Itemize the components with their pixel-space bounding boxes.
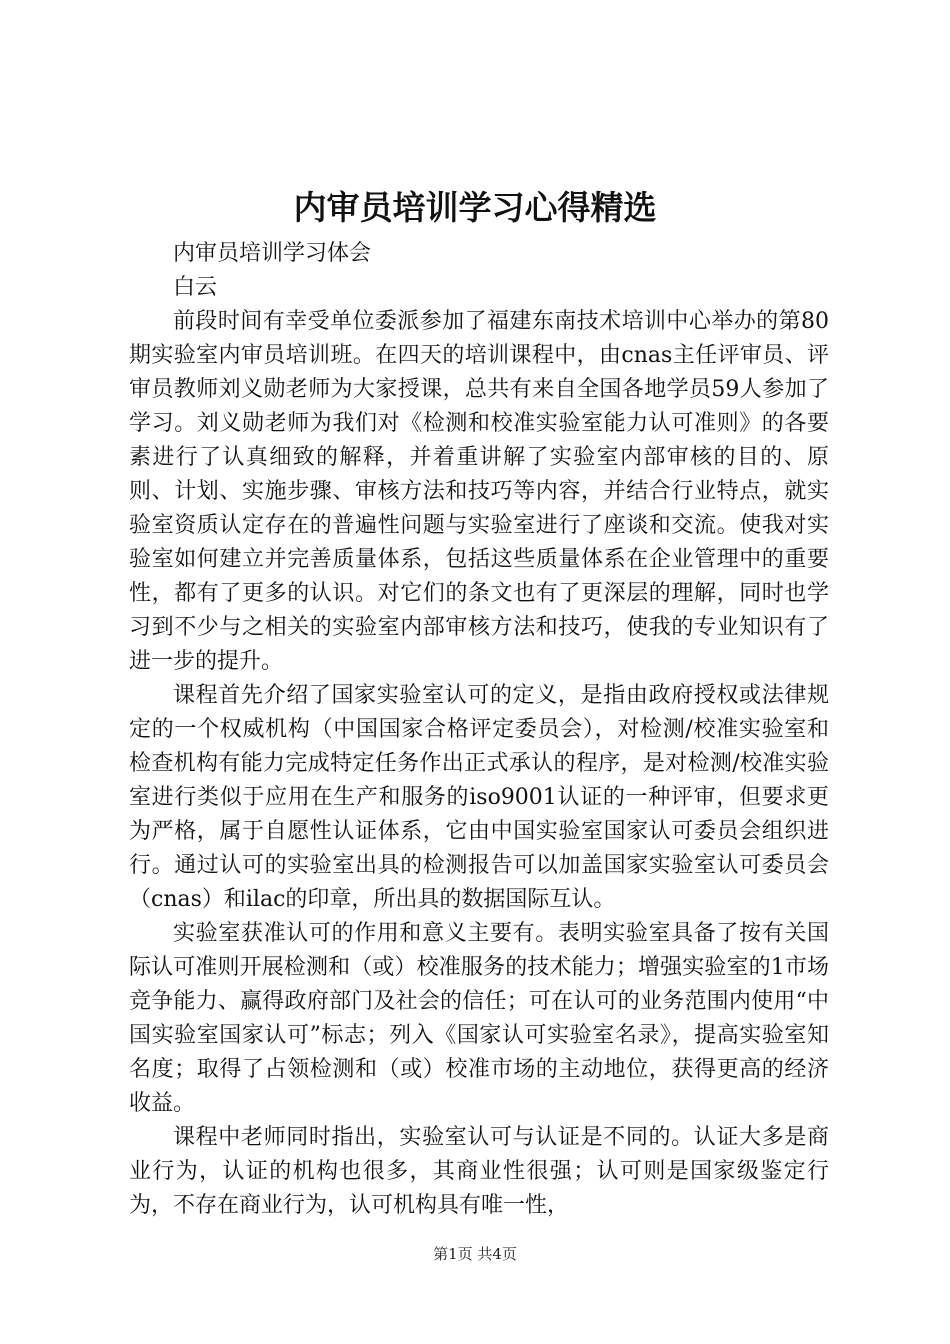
document-author: 白云 — [173, 275, 218, 300]
paragraph: 前段时间有幸受单位委派参加了福建东南技术培训中心举办的第80期实验室内审员培训班。在四天的培训课程中，由cnas主任评审员、评审员教师刘义勋老师为大家授课，总共有来自全国各地学员59人参加了学习。刘义勋老师为我们对《检测和校准实验室能力认可准则》的各要素进行了认真细致的解释，并着重讲解了实验室内部审核的目的、原则、计划、实施步骤、审核方法和技巧等内容，并结合行业特点，就实验室资质认定存在的普遍性问题与实验室进行了座谈和交流。使我对实验室如何建立并完善质量体系，包括这些质量体系在企业管理中的重要性，都有了更多的认识。对它们的条文也有了更深层的理解，同时也学习到不少与之相关的实验室内部审核方法和技巧，使我的专业知识有了进一步的提升。 — [129, 309, 829, 674]
paragraph: 实验室获准认可的作用和意义主要有。表明实验室具备了按有关国际认可准则开展检测和（或）校准服务的技术能力；增强实验室的1市场竞争能力、赢得政府部门及社会的信任；可在认可的业务范围内使用“中国实验室国家认可”标志；列入《国家认可实验室名录》，提高实验室知名度；取得了占领检测和（或）校准市场的主动地位，获得更高的经济收益。 — [129, 921, 829, 1116]
page-footer: 第1页 共4页 — [433, 1245, 517, 1263]
paragraph: 课程首先介绍了国家实验室认可的定义，是指由政府授权或法律规定的一个权威机构（中国国家合格评定委员会），对检测/校准实验室和检查机构有能力完成特定任务作出正式承认的程序，是对检测/校准实验室进行类似于应用在生产和服务的iso9001认证的一种评审，但要求更为严格，属于自愿性认证体系，它由中国实验室国家认可委员会组织进行。通过认可的实验室出具的检测报告可以加盖国家实验室认可委员会（cnas）和ilac的印章，所出具的数据国际互认。 — [129, 683, 829, 912]
document-title: 内审员培训学习心得精选 — [293, 188, 657, 227]
document-subtitle: 内审员培训学习体会 — [173, 241, 372, 266]
document-body — [129, 237, 829, 1223]
paragraph: 课程中老师同时指出，实验室认可与认证是不同的。认证大多是商业行为，认证的机构也很多，其商业性很强；认可则是国家级鉴定行为，不存在商业行为，认可机构具有唯一性， — [129, 1125, 829, 1218]
